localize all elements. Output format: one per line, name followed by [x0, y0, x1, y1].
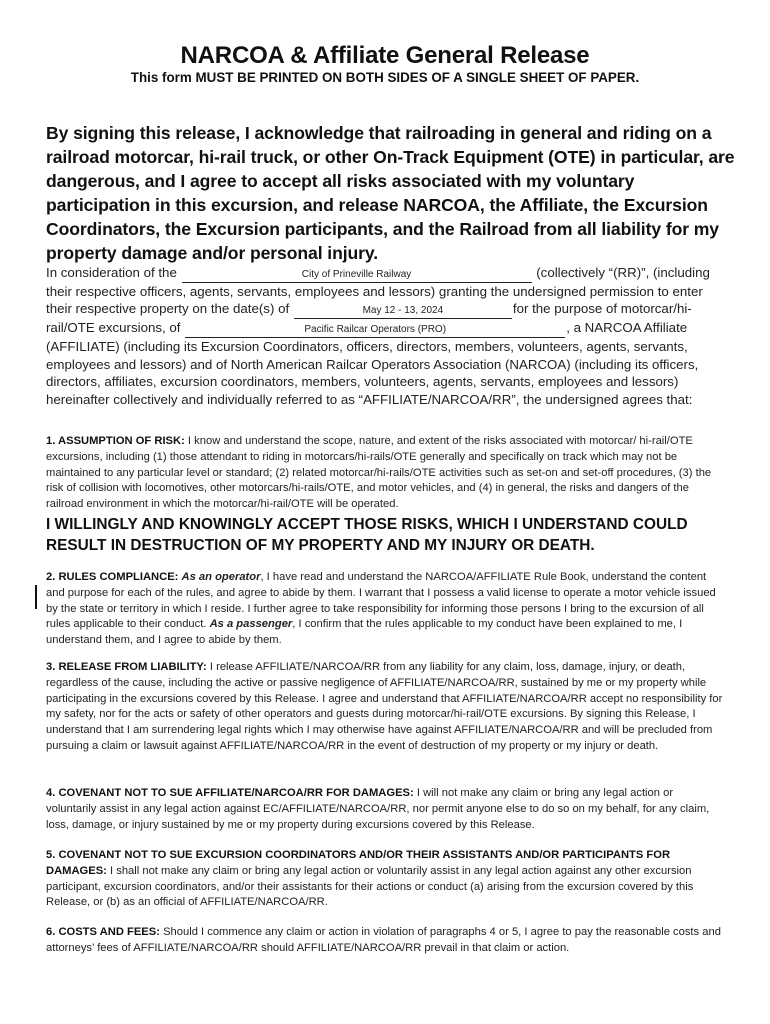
form-title: NARCOA & Affiliate General Release [180, 42, 590, 69]
consideration-paragraph [46, 264, 726, 408]
section-2-heading: 2. RULES COMPLIANCE: [46, 571, 179, 583]
section-2-passenger-label: As a passenger [209, 618, 293, 631]
consideration-text-2: (collectively “(RR)”, (including their respective officers, agents, servants, employees and lessors) granting the undersigned permission to enter their respective property on the date(s) of [46, 265, 710, 317]
excursion-dates-field[interactable] [294, 305, 512, 319]
affiliate-name-field[interactable] [185, 324, 565, 338]
section-covenant-not-to-sue-coordinators [46, 848, 726, 911]
form-subtitle: This form MUST BE PRINTED ON BOTH SIDES OF A SINGLE SHEET OF PAPER. [130, 70, 640, 85]
section-2-body-2: , I confirm that the rules applicable to my conduct have been explained to me, I understand them, and I agree to abide by them. [46, 618, 683, 647]
section-2-operator-label: As an operator [181, 571, 261, 583]
consideration-text-4: , a NARCOA Affiliate (AFFILIATE) (including its Excursion Coordinators, officers, directors, members, volunteers, agents, servants, employees and lessors) and of North American Railcar Operators Association (NARCOA) (including its officers, directors, affiliates, excursion coordinators, members, volunteers, agents, servants, employees and lessors) hereinafter collectively and individually referred to as “AFFILIATE/NARCOA/RR”, the undersigned agrees that: [46, 320, 699, 407]
section-assumption-of-risk [46, 434, 726, 513]
margin-mark [35, 585, 37, 609]
section-4-heading: 4. COVENANT NOT TO SUE AFFILIATE/NARCOA/RR FOR DAMAGES: [46, 787, 414, 799]
section-4-body: I will not make any claim or bring any legal action or voluntarily assist in any legal action against EC/AFFILIATE/NARCOA/RR, nor permit anyone else to do so on my behalf, for any claim, loss, damage, or injury sustained by me or my property during excursions covered by this Release. [46, 787, 710, 831]
intro-statement: By signing this release, I acknowledge that railroading in general and riding on a railroad motorcar, hi-rail truck, or other On-Track Equipment (OTE) in particular, are dangerous, and I agree to accept all risks associated with my voluntary participation in this excursion, and release NARCOA, the Affiliate, the Excursion Coordinators, the Excursion participants, and the Railroad from all liability for my property damage and/or personal injury. [46, 123, 735, 263]
consideration-text-3: for the purpose of motorcar/hi-rail/OTE excursions, of [46, 301, 692, 336]
section-6-heading: 6. COSTS AND FEES: [46, 926, 160, 938]
section-costs-and-fees [46, 925, 726, 957]
risk-acceptance-statement: I WILLINGLY AND KNOWINGLY ACCEPT THOSE RISKS, WHICH I UNDERSTAND COULD RESULT IN DESTRUCTION OF MY PROPERTY AND MY INJURY OR DEATH. [46, 516, 688, 554]
section-3-heading: 3. RELEASE FROM LIABILITY: [46, 661, 207, 673]
consideration-text-1: In consideration of the [46, 265, 177, 280]
affiliate-name-value: Pacific Railcar Operators (PRO) [304, 324, 447, 336]
section-1-heading: 1. ASSUMPTION OF RISK: [46, 435, 185, 447]
section-1-body: I know and understand the scope, nature, and extent of the risks associated with motorcar/ hi-rail/OTE excursions, including (1) those attendant to riding in motorcars/hi-rails/OTE generally and specifically on track which may not be maintained to any particular level or standard; (2) related motorcar/hi-rails/OTE activities such as set-on and set-off procedures, (3) the risk of collision with locomotives, other motorcars/hi-rails/OTE, and motor vehicles, and (4) in general, the risks and dangers of the railroad environment in which the motorcar/hi-rail/OTE will be operated. [46, 435, 712, 511]
section-2-body-1: , I have read and understand the NARCOA/AFFILIATE Rule Book, understand the content and purpose for each of the rules, and agree to abide by them. I warrant that I possess a valid license to operate a motor vehicle issued by the state or territory in which I reside. I further agree to take responsibility for informing those persons I bring to the excursion of all rules applicable to their conduct. [46, 571, 716, 631]
railroad-name-field[interactable] [182, 269, 532, 283]
section-5-body: I shall not make any claim or bring any legal action or voluntarily assist in any legal action against any other excursion participant, excursion coordinators, and/or their assistants for their actions or conduct (a) arising from the excursion covered by this Release, or (b) as an official of AFFILIATE/NARCOA/RR. [46, 864, 694, 909]
section-rules-compliance [46, 570, 726, 649]
section-3-body: I release AFFILIATE/NARCOA/RR from any liability for any claim, loss, damage, injury, or death, regardless of the cause, including the active or passive negligence of AFFILIATE/NARCOA/RR, sustained by me or my property while participating in the excursions covered by this Release. I agree and understand that AFFILIATE/NARCOA/RR accept no responsibility for my safety, nor for the acts or safety of other operators and guests during motorcar/hi-rail/OTE excursions. By signing this Release, I understand that I am surrendering legal rights which I may otherwise have against AFFILIATE/NARCOA/RR and will be precluded from pursuing a claim or lawsuit against AFFILIATE/NARCOA/RR in the event of destruction of my property or my injury or death. [46, 661, 723, 752]
section-6-body: Should I commence any claim or action in violation of paragraphs 4 or 5, I agree to pay the reasonable costs and attorneys’ fees of AFFILIATE/NARCOA/RR should AFFILIATE/NARCOA/RR prevail in that claim or action. [46, 926, 721, 954]
excursion-dates-value: May 12 - 13, 2024 [362, 305, 444, 317]
section-covenant-not-to-sue-affiliate [46, 786, 726, 833]
section-5-heading: 5. COVENANT NOT TO SUE EXCURSION COORDINATORS AND/OR THEIR ASSISTANTS AND/OR PARTICIPANTS FOR DAMAGES: [46, 849, 671, 877]
section-release-from-liability [46, 660, 726, 755]
railroad-name-value: City of Prineville Railway [301, 269, 412, 280]
